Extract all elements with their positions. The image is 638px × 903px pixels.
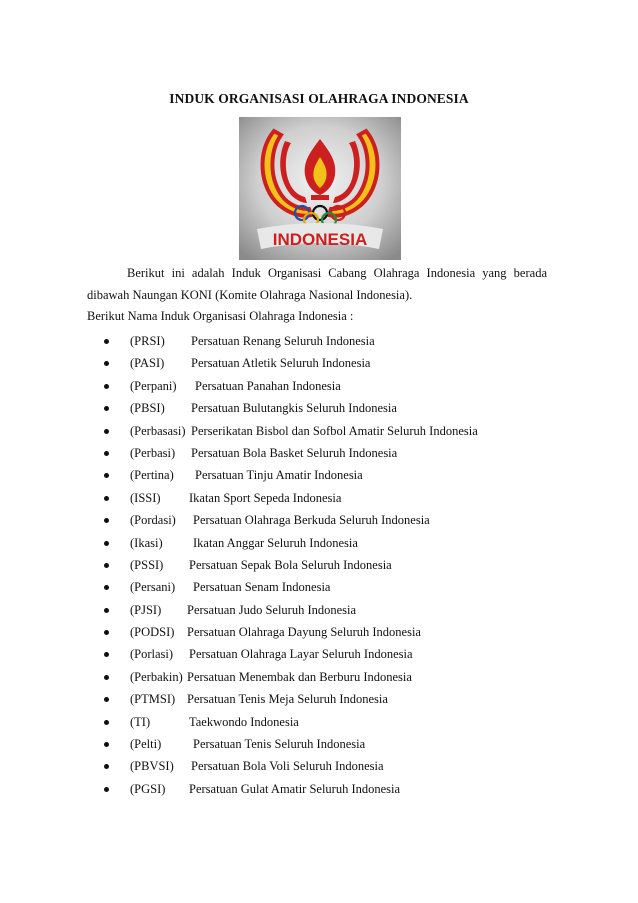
koni-logo	[239, 117, 401, 260]
org-abbreviation: (TI)	[130, 714, 151, 729]
org-name: Persatuan Atletik Seluruh Indonesia	[191, 356, 371, 371]
intro-line-1: Berikut ini adalah Induk Organisasi Cabang Olahraga Indonesia yang berada	[127, 266, 547, 280]
document-title: INDUK ORGANISASI OLAHRAGA INDONESIA	[169, 91, 469, 106]
org-abbreviation: (Perbakin)	[130, 669, 183, 684]
org-abbreviation: (PASI)	[130, 356, 165, 371]
org-name: Persatuan Bola Voli Seluruh Indonesia	[191, 759, 384, 774]
bullet-icon	[104, 451, 109, 456]
org-name: Persatuan Olahraga Berkuda Seluruh Indonesia	[193, 513, 430, 528]
org-name: Persatuan Judo Seluruh Indonesia	[187, 602, 357, 617]
org-name: Ikatan Sport Sepeda Indonesia	[189, 490, 342, 505]
org-abbreviation: (ISSI)	[130, 490, 161, 505]
bullet-icon	[104, 361, 109, 366]
org-abbreviation: (Pordasi)	[130, 513, 176, 528]
org-abbreviation: (PSSI)	[130, 557, 164, 572]
org-name: Persatuan Bola Basket Seluruh Indonesia	[191, 445, 398, 460]
bullet-icon	[104, 697, 109, 702]
intro-paragraph	[87, 262, 547, 306]
bullet-icon	[104, 675, 109, 680]
bullet-icon	[104, 473, 109, 478]
org-name: Persatuan Olahraga Dayung Seluruh Indonesia	[187, 625, 421, 640]
org-name: Persatuan Bulutangkis Seluruh Indonesia	[191, 401, 397, 416]
org-name: Persatuan Olahraga Layar Seluruh Indonesia	[189, 647, 413, 662]
org-abbreviation: (Perbasasi)	[130, 423, 186, 438]
org-name: Persatuan Gulat Amatir Seluruh Indonesia	[189, 781, 401, 796]
bullet-icon	[104, 630, 109, 635]
bullet-icon	[104, 384, 109, 389]
org-abbreviation: (PGSI)	[130, 781, 166, 796]
org-abbreviation: (Pertina)	[130, 468, 174, 483]
org-name: Persatuan Tenis Meja Seluruh Indonesia	[187, 692, 388, 707]
bullet-icon	[104, 541, 109, 546]
org-name: Persatuan Panahan Indonesia	[195, 378, 341, 393]
bullet-icon	[104, 720, 109, 725]
bullet-icon	[104, 608, 109, 613]
org-abbreviation: (PBVSI)	[130, 759, 174, 774]
org-abbreviation: (Perbasi)	[130, 445, 176, 460]
bullet-icon	[104, 585, 109, 590]
logo-text: INDONESIA	[272, 230, 368, 249]
org-abbreviation: (Ikasi)	[130, 535, 163, 550]
list-heading: Berikut Nama Induk Organisasi Olahraga Indonesia :	[87, 309, 354, 323]
bullet-icon	[104, 496, 109, 501]
bullet-icon	[104, 518, 109, 523]
org-name: Persatuan Sepak Bola Seluruh Indonesia	[189, 557, 392, 572]
org-name: Persatuan Tenis Seluruh Indonesia	[193, 737, 366, 752]
bullet-icon	[104, 563, 109, 568]
org-name: Ikatan Anggar Seluruh Indonesia	[193, 535, 358, 550]
bullet-icon	[104, 652, 109, 657]
org-abbreviation: (Pelti)	[130, 737, 162, 752]
bullet-icon	[104, 787, 109, 792]
org-abbreviation: (PTMSI)	[130, 692, 176, 707]
intro-line-2: dibawah Naungan KONI (Komite Olahraga Nasional Indonesia).	[87, 288, 413, 302]
org-name: Perserikatan Bisbol dan Sofbol Amatir Seluruh Indonesia	[191, 423, 478, 438]
org-abbreviation: (Perpani)	[130, 378, 177, 393]
bullet-icon	[104, 429, 109, 434]
org-name: Persatuan Senam Indonesia	[193, 580, 331, 595]
org-abbreviation: (Persani)	[130, 580, 176, 595]
bullet-icon	[104, 764, 109, 769]
org-abbreviation: (Porlasi)	[130, 647, 174, 662]
bullet-icon	[104, 339, 109, 344]
org-abbreviation: (PODSI)	[130, 625, 175, 640]
bullet-icon	[104, 742, 109, 747]
org-abbreviation: (PBSI)	[130, 401, 165, 416]
org-name: Persatuan Menembak dan Berburu Indonesia	[187, 669, 412, 684]
bullet-icon	[104, 406, 109, 411]
org-abbreviation: (PJSI)	[130, 602, 162, 617]
org-abbreviation: (PRSI)	[130, 334, 165, 348]
org-name: Persatuan Renang Seluruh Indonesia	[191, 334, 375, 348]
org-name: Taekwondo Indonesia	[189, 714, 299, 729]
org-name: Persatuan Tinju Amatir Indonesia	[195, 468, 363, 483]
